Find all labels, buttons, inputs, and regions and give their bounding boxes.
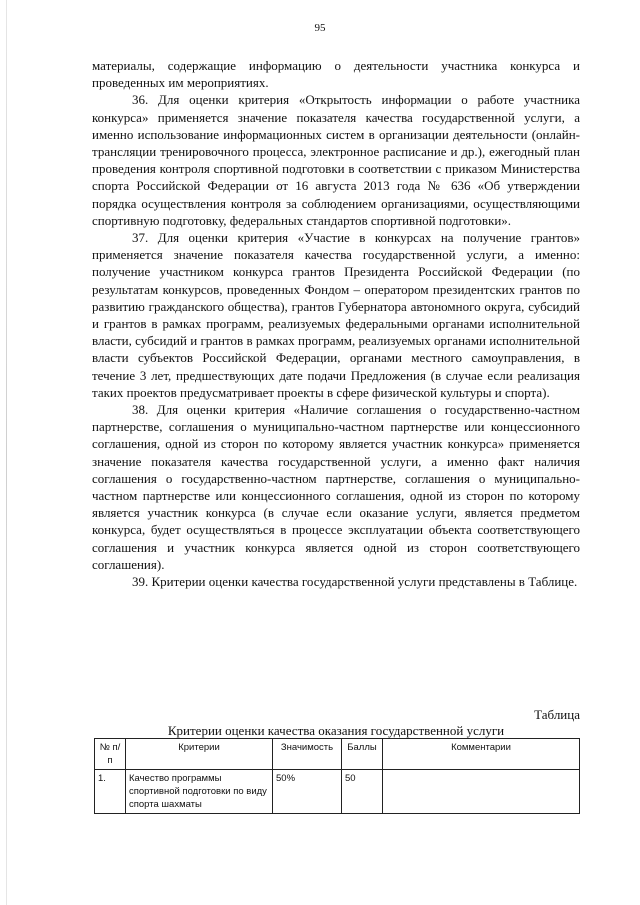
table-header-row [95,739,580,770]
cell-criterion: Качество программы спортивной подготовки по виду спорта шахматы [126,770,273,814]
paragraph: материалы, содержащие информацию о деятельности участника конкурса и проведенных им мероприятиях. [92,58,580,91]
header-criterion: Критерии [126,739,273,770]
criteria-table [94,738,580,814]
cell-score: 50 [342,770,383,814]
page-number: 95 [314,22,326,34]
scan-edge [6,0,7,905]
header-num: № п/п [95,739,126,770]
paragraph: 37. Для оценки критерия «Участие в конкурсах на получение грантов» применяется значение показателя качества государственной услуги, а именно: получение участником конкурса грантов Президента Российской Федерации (по результатам конкурсов, проведенных Фондом – оператором президентских грантов по развитию гражданского общества), грантов Губернатора автономного округа, субсидий и грантов в рамках программ, реализуемых федеральными органами исполнительной власти, субсидий и грантов в рамках программ, реализуемых органами исполнительной власти субъектов Российской Федерации, органами местного самоуправления, в течение 3 лет, предшествующих дате подачи Предложения (в случае если реализация таких проектов предусматривает проекты в сфере физической культуры и спорта). [92,230,580,400]
table-row [95,770,580,814]
header-score: Баллы [342,739,383,770]
paragraph: 39. Критерии оценки качества государственной услуги представлены в Таблице. [132,574,578,590]
cell-comment [383,770,580,814]
cell-num: 1. [95,770,126,814]
header-weight: Значимость [273,739,342,770]
header-comment: Комментарии [383,739,580,770]
cell-weight: 50% [273,770,342,814]
paragraph: 36. Для оценки критерия «Открытость информации о работе участника конкурса» применяется значение показателя качества государственной услуги, а именно использование информационных систем в организации деятельности (онлайн-трансляции тренировочного процесса, электронное расписание и др.), ежегодный план проведения контроля спортивной подготовки в соответствии с приказом Министерства спорта Российской Федерации от 16 августа 2013 года № 636 «Об утверждении порядка осуществления контроля за соблюдением организациями, осуществляющими спортивную подготовку, федеральных стандартов спортивной подготовки». [92,92,580,228]
table-label: Таблица [534,707,580,722]
paragraph: 38. Для оценки критерия «Наличие соглашения о государственно-частном партнерстве, соглашения о муниципально-частном партнерстве или концессионного соглашения, одной из сторон по которому является участник конкурса» применяется значение показателя качества государственной услуги, а именно факт наличия соглашения о государственно-частном партнерстве, соглашения о муниципально-частном партнерстве или концессионного соглашения, одной из сторон по которому является участник конкурса (в случае если оказание услуги, является предметом конкурса, будет осуществляться в процессе эксплуатации объекта соответствующего соглашения и участник конкурса является одной из сторон соответствующего соглашения). [92,402,580,572]
body-text [92,57,580,590]
table-title: Критерии оценки качества оказания государственной услуги [167,723,505,738]
